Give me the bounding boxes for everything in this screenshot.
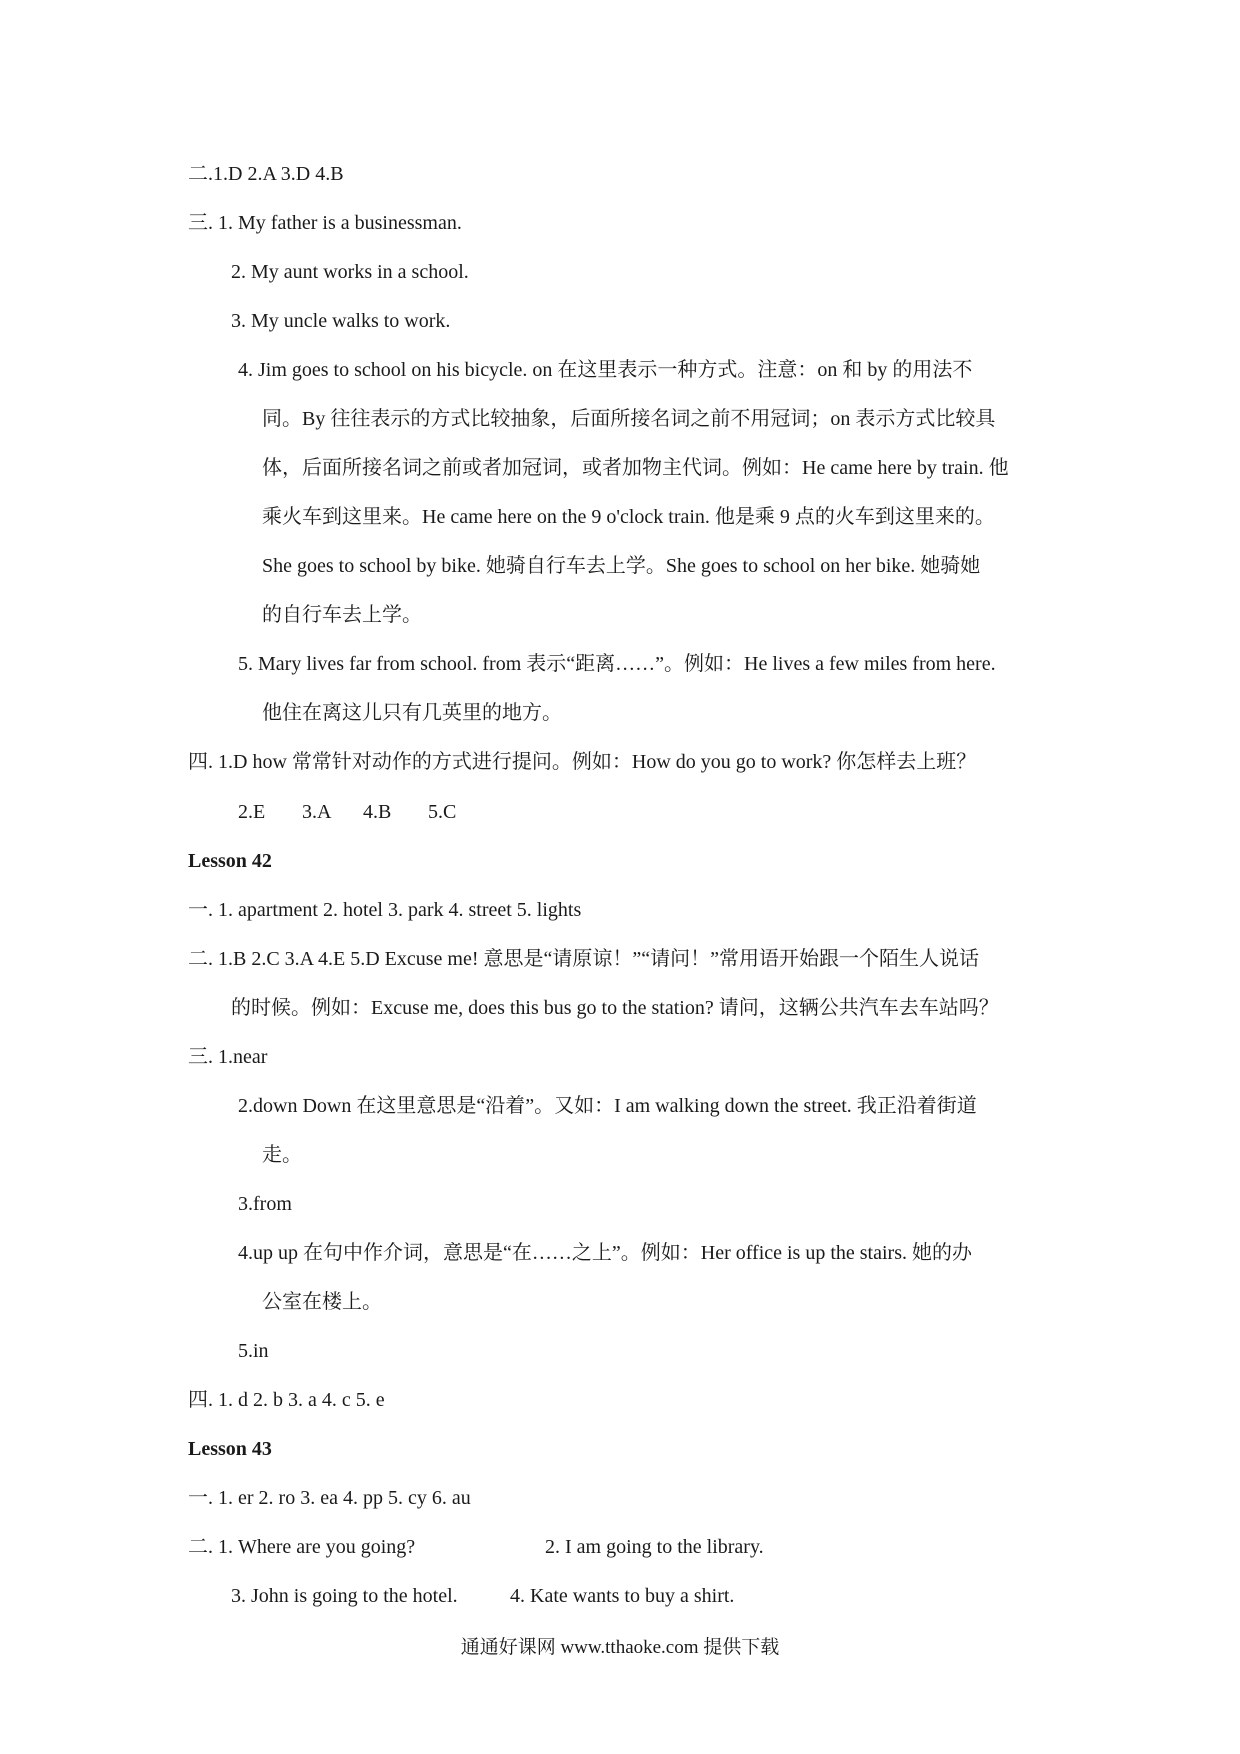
text-line: 5.in (238, 1340, 269, 1362)
text-line: 3.from (238, 1193, 292, 1215)
text-line: 二. 1.B 2.C 3.A 4.E 5.D Excuse me! 意思是“请原谅！”“请问！”常用语开始跟一个陌生人说话 (188, 948, 980, 970)
text-line: 四. 1.D how 常常针对动作的方式进行提问。例如：How do you go to work? 你怎样去上班？ (188, 751, 977, 773)
text-line: 同。By 往往表示的方式比较抽象，后面所接名词之前不用冠词；on 表示方式比较具 (262, 408, 996, 430)
answer-5: 5.C (428, 801, 457, 823)
text-line: 3. My uncle walks to work. (231, 310, 451, 332)
text-line: 体，后面所接名词之前或者加冠词，或者加物主代词。例如：He came here by train. 他 (262, 457, 1009, 479)
text-line: 三. 1.near (188, 1046, 268, 1068)
text-line: 4. Jim goes to school on his bicycle. on 在这里表示一种方式。注意：on 和 by 的用法不 (238, 359, 973, 381)
text-line: 4.up up 在句中作介词，意思是“在……之上”。例如：Her office is up the stairs. 她的办 (238, 1242, 972, 1264)
pair-right: 4. Kate wants to buy a shirt. (510, 1585, 735, 1607)
pair-left: 3. John is going to the hotel. (231, 1585, 458, 1607)
text-line: She goes to school by bike. 她骑自行车去上学。She goes to school on her bike. 她骑她 (262, 555, 981, 577)
text-line: 乘火车到这里来。He came here on the 9 o'clock train. 他是乘 9 点的火车到这里来的。 (262, 506, 995, 528)
text-line: 的时候。例如：Excuse me, does this bus go to the station? 请问，这辆公共汽车去车站吗？ (231, 997, 999, 1019)
answer-2: 2.E (238, 801, 266, 823)
text-line: 5. Mary lives far from school. from 表示“距离……”。例如：He lives a few miles from here. (238, 653, 996, 675)
text-line: 2.down Down 在这里意思是“沿着”。又如：I am walking down the street. 我正沿着街道 (238, 1095, 977, 1117)
text-line: 四. 1. d 2. b 3. a 4. c 5. e (188, 1389, 385, 1411)
pair-right: 2. I am going to the library. (545, 1536, 764, 1558)
pair-left: 二. 1. Where are you going? (188, 1536, 416, 1558)
page-footer: 通通好课网 www.tthaoke.com 提供下载 (460, 1637, 780, 1658)
text-line: 公室在楼上。 (262, 1291, 382, 1313)
answer-3: 3.A (302, 801, 332, 823)
text-line: 走。 (262, 1144, 302, 1166)
lesson-heading: Lesson 43 (188, 1438, 272, 1460)
text-line: 一. 1. apartment 2. hotel 3. park 4. street 5. lights (188, 899, 582, 921)
text-line: 2. My aunt works in a school. (231, 261, 469, 283)
text-line: 他住在离这儿只有几英里的地方。 (262, 702, 562, 724)
text-line: 一. 1. er 2. ro 3. ea 4. pp 5. cy 6. au (188, 1487, 471, 1509)
text-line: 的自行车去上学。 (262, 604, 422, 626)
text-line: 三. 1. My father is a businessman. (188, 212, 462, 234)
lesson-heading: Lesson 42 (188, 850, 272, 872)
text-line: 二.1.D 2.A 3.D 4.B (188, 163, 344, 185)
answer-4: 4.B (363, 801, 392, 823)
